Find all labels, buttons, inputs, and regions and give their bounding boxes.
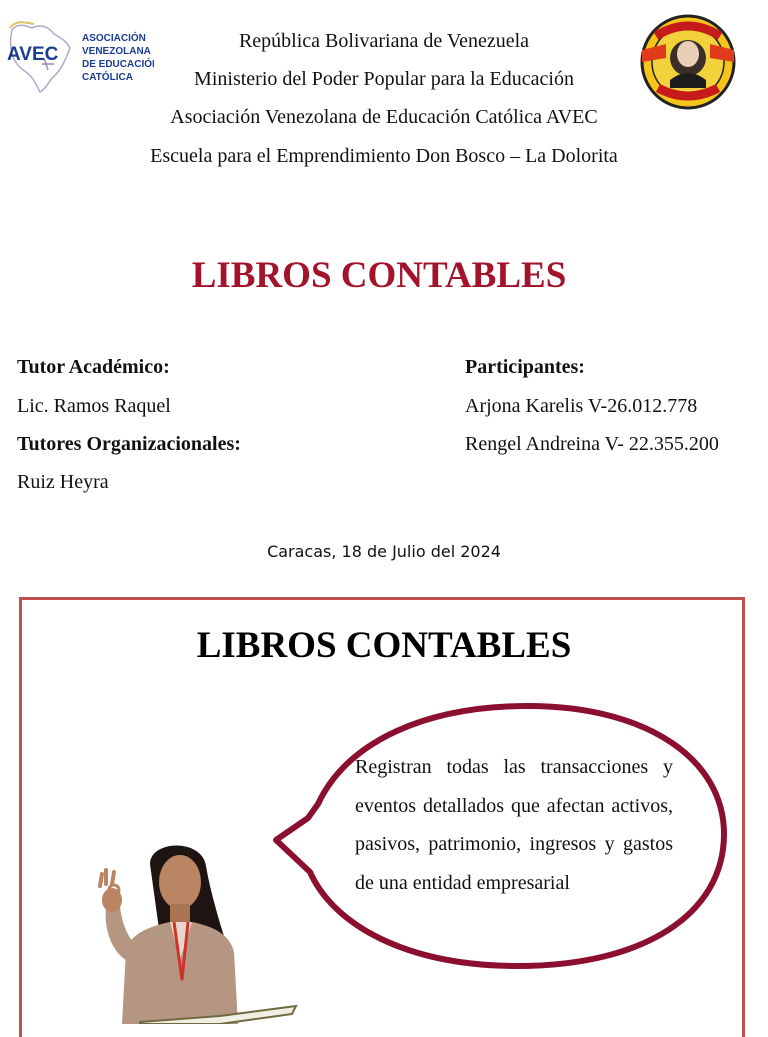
tutor-name: Lic. Ramos Raquel bbox=[17, 395, 171, 417]
participant-2: Rengel Andreina V- 22.355.200 bbox=[465, 433, 719, 455]
bubble-text: Registran todas las transacciones y eventos detallados que afectan activos, pasivos, patrimonio, ingresos y gastos de una entidad empresarial bbox=[355, 756, 673, 894]
school-seal-logo bbox=[632, 4, 744, 116]
tutor-label: Tutor Académico: bbox=[17, 356, 170, 378]
header-line-school: Escuela para el Emprendimiento Don Bosco – La Dolorita bbox=[150, 145, 618, 167]
logo-left-text-4: CATÓLICA bbox=[82, 72, 133, 83]
participant-1: Arjona Karelis V-26.012.778 bbox=[465, 395, 698, 417]
logo-left-text-3: DE EDUCACIÓN bbox=[82, 59, 154, 70]
participants-label: Participantes: bbox=[465, 356, 585, 378]
header-line-country: República Bolivariana de Venezuela bbox=[238, 30, 530, 52]
header-line-ministry: Ministerio del Poder Popular para la Educación bbox=[194, 68, 574, 90]
date-line: Caracas, 18 de Julio del 2024 bbox=[267, 542, 501, 561]
org-tutor-name: Ruiz Heyra bbox=[17, 471, 109, 493]
slide-title: LIBROS CONTABLES bbox=[196, 625, 572, 666]
logo-left-text-2: VENEZOLANA bbox=[82, 46, 151, 57]
org-tutors-label: Tutores Organizacionales: bbox=[17, 433, 241, 455]
logo-left-text-1: ASOCIACIÓN bbox=[82, 33, 146, 44]
svg-text:AVEC: AVEC bbox=[7, 44, 59, 65]
header-line-association: Asociación Venezolana de Educación Católica AVEC bbox=[170, 106, 598, 128]
document-title: LIBROS CONTABLES bbox=[191, 255, 567, 296]
presenter-illustration bbox=[70, 830, 320, 1024]
